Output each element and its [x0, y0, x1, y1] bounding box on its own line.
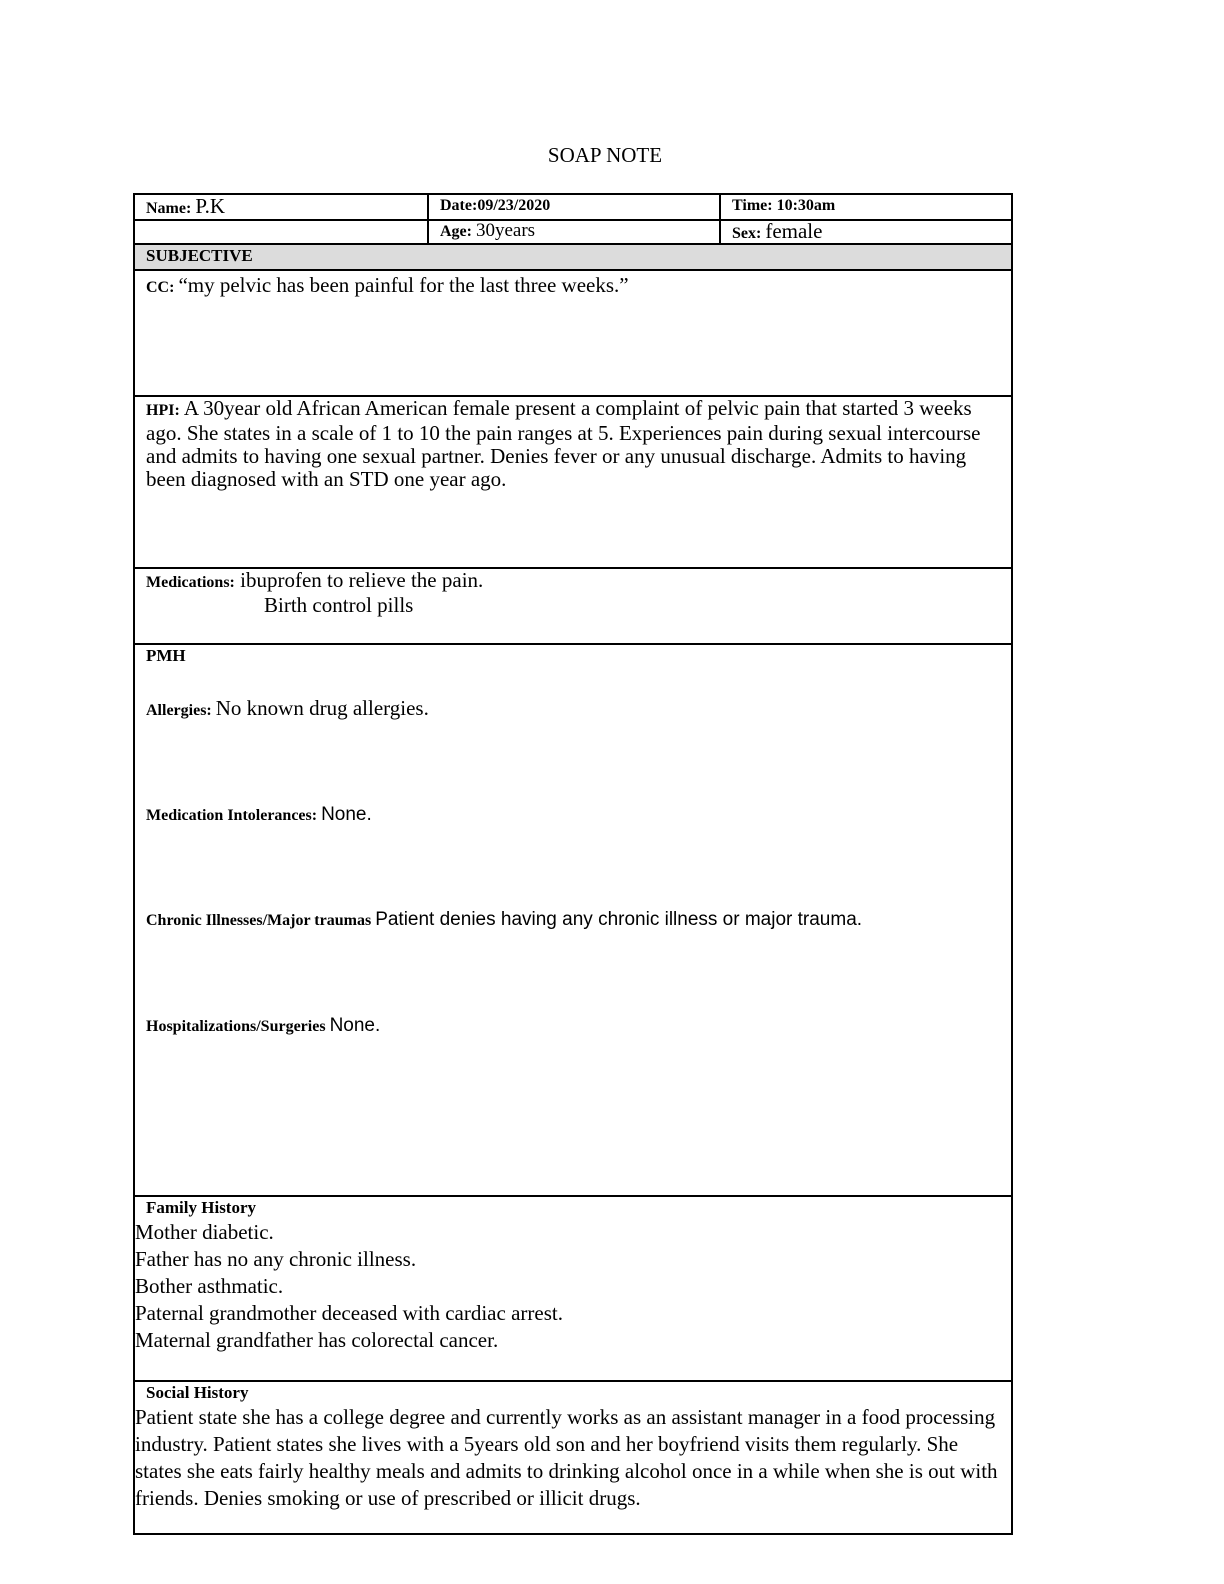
social-history-section	[135, 1380, 1011, 1535]
social-history-label: Social History	[146, 1383, 249, 1402]
intolerances-line	[135, 802, 383, 829]
cc-label: CC:	[146, 279, 175, 296]
chronic-label: Chronic Illnesses/Major traumas	[146, 912, 372, 929]
hpi-text: A 30year old African American female present a complaint of pelvic pain that started 3 weeks ago. She states in a scale of 1 to 10 the pain ranges at 5. Experiences pain during sexual intercourse and admits to having one sexual partner. Denies fever or any unusual discharge. Admits to having been diagnosed with an STD one year ago.	[146, 396, 981, 491]
family-history-list	[135, 1219, 1011, 1354]
header-row-1	[135, 195, 1011, 219]
hospitalizations-text: None.	[329, 1015, 381, 1036]
family-history-item: Maternal grandfather has colorectal cancer.	[135, 1328, 499, 1352]
hpi-label: HPI:	[146, 402, 180, 419]
medication-item-1: ibuprofen to relieve the pain.	[240, 568, 484, 592]
intolerances-label: Medication Intolerances:	[146, 807, 318, 824]
hospitalizations-label: Hospitalizations/Surgeries	[146, 1018, 326, 1035]
family-history-section	[135, 1195, 1011, 1380]
hospitalizations-line	[135, 1013, 391, 1040]
age-label: Age:	[440, 223, 472, 240]
date-label: Date:09/23/2020	[440, 197, 551, 214]
header-row-2	[135, 219, 1011, 243]
subjective-header	[135, 243, 1011, 269]
pmh-section	[135, 643, 1011, 1195]
chronic-line	[135, 907, 873, 934]
sex-value: female	[765, 221, 823, 243]
name-label: Name:	[146, 200, 192, 217]
age-value: 30years	[475, 221, 536, 241]
medications-section	[135, 567, 1011, 643]
family-history-item: Mother diabetic.	[135, 1220, 274, 1244]
family-history-item: Paternal grandmother deceased with cardiac arrest.	[135, 1301, 563, 1325]
soap-note-form	[133, 193, 1013, 1535]
family-history-item: Father has no any chronic illness.	[135, 1247, 417, 1271]
time-label: Time: 10:30am	[732, 197, 836, 214]
medication-item-2: Birth control pills	[264, 593, 414, 617]
date-cell	[427, 195, 719, 219]
cc-text: “my pelvic has been painful for the last three weeks.”	[178, 273, 629, 297]
allergies-label: Allergies:	[146, 702, 212, 719]
allergies-line	[135, 695, 440, 724]
cc-section	[135, 269, 1011, 395]
allergies-text: No known drug allergies.	[215, 696, 429, 720]
family-history-label: Family History	[146, 1198, 257, 1217]
pmh-label: PMH	[146, 646, 186, 665]
family-history-item: Bother asthmatic.	[135, 1274, 284, 1298]
age-cell	[427, 221, 719, 243]
time-cell	[719, 195, 1011, 219]
social-history-text: Patient state she has a college degree and currently works as an assistant manager in a food processing industry. Patient states she lives with a 5years old son and her boyfriend visits them regularly. She states she eats fairly healthy meals and admits to drinking alcohol once in a while when she is out with friends. Denies smoking or use of prescribed or illicit drugs.	[135, 1405, 998, 1510]
subjective-label: SUBJECTIVE	[146, 246, 253, 265]
chronic-text: Patient denies having any chronic illness or major trauma.	[375, 909, 863, 930]
intolerances-text: None.	[321, 804, 372, 825]
document-title: SOAP NOTE	[547, 143, 663, 167]
hpi-section	[135, 395, 1011, 567]
name-cell	[135, 195, 427, 219]
sex-label: Sex:	[732, 225, 762, 242]
empty-cell	[135, 221, 427, 243]
medications-label: Medications:	[146, 574, 235, 591]
sex-cell	[719, 221, 1011, 243]
name-value: P.K	[195, 195, 226, 218]
